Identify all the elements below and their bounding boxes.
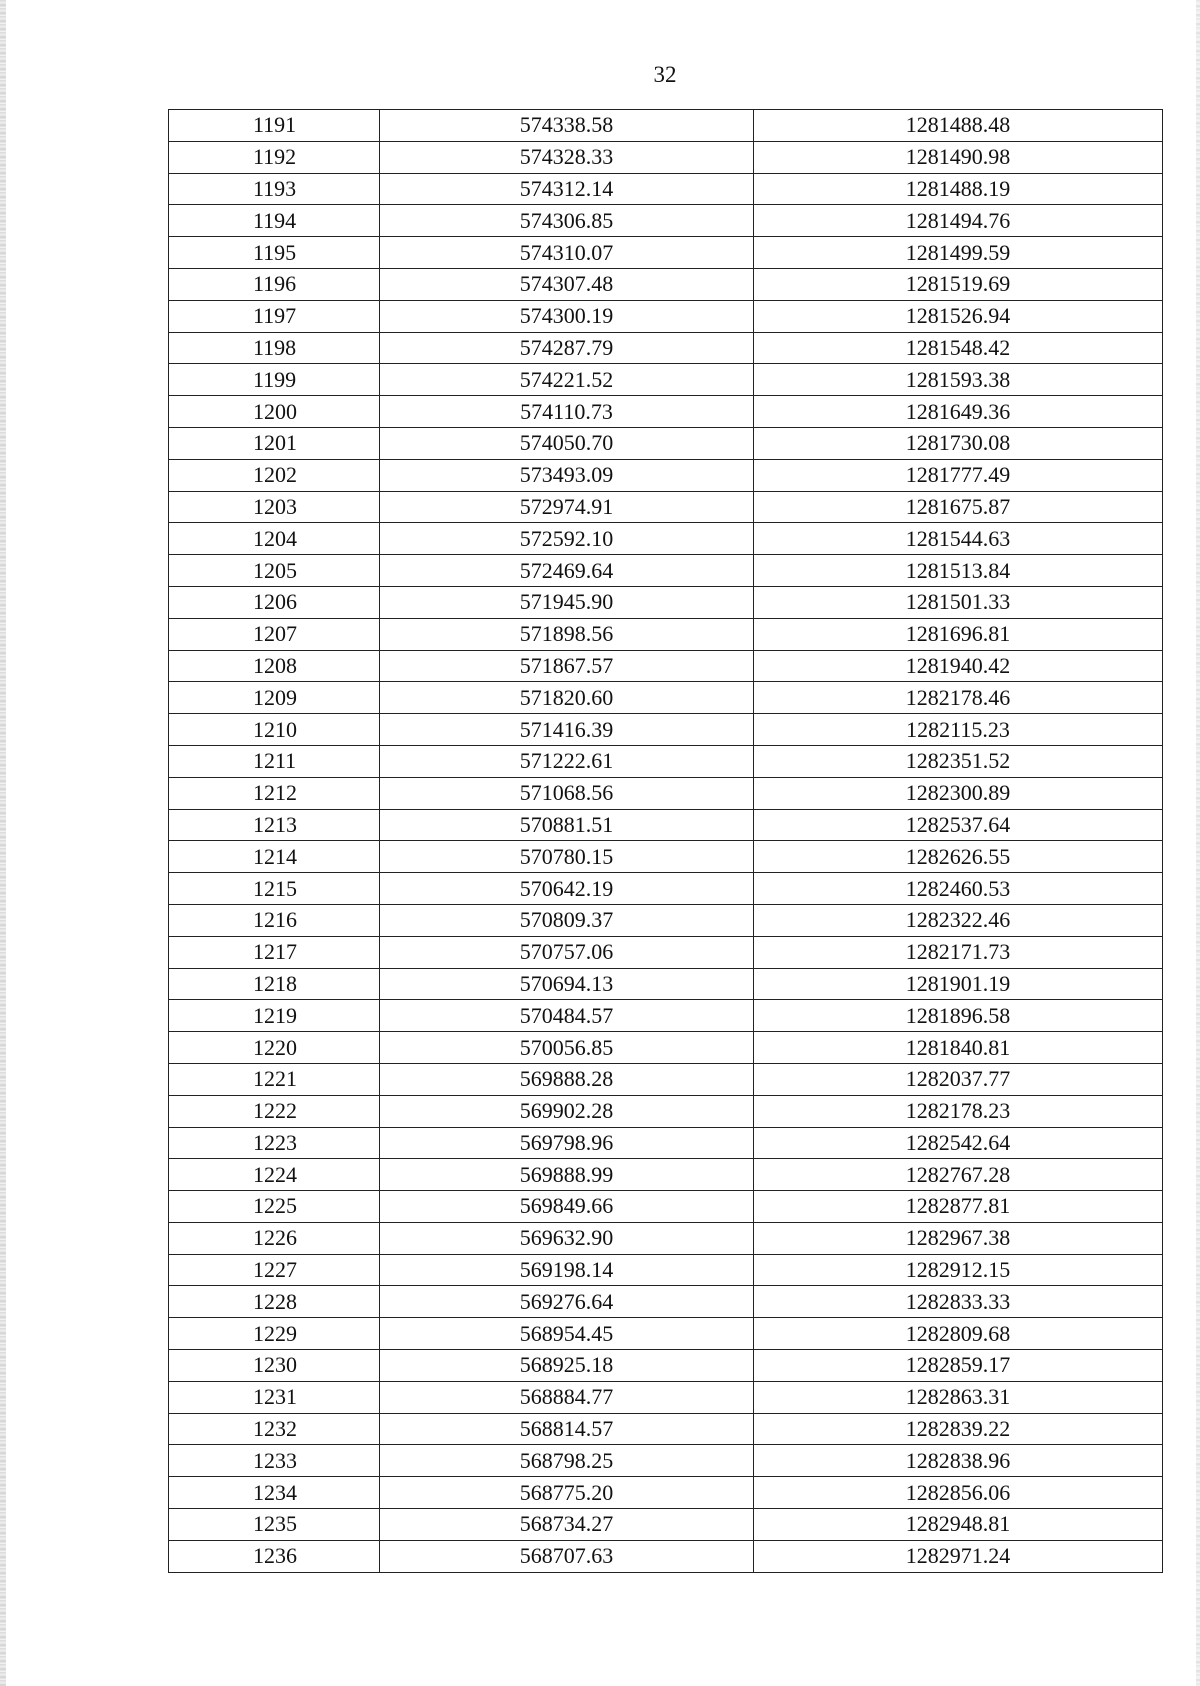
point-number-cell: 1231 — [169, 1381, 380, 1413]
y-coordinate-cell: 1282912.15 — [754, 1254, 1163, 1286]
y-coordinate-cell: 1282967.38 — [754, 1222, 1163, 1254]
point-number-cell: 1213 — [169, 809, 380, 841]
y-coordinate-cell: 1282767.28 — [754, 1159, 1163, 1191]
y-coordinate-cell: 1281519.69 — [754, 268, 1163, 300]
table-row — [169, 968, 1163, 1000]
point-number-cell: 1228 — [169, 1286, 380, 1318]
point-number-cell: 1215 — [169, 873, 380, 905]
x-coordinate-cell: 570484.57 — [380, 1000, 754, 1032]
x-coordinate-cell: 569888.28 — [380, 1063, 754, 1095]
y-coordinate-cell: 1281488.19 — [754, 173, 1163, 205]
x-coordinate-cell: 568925.18 — [380, 1350, 754, 1382]
point-number-cell: 1225 — [169, 1191, 380, 1223]
point-number-cell: 1211 — [169, 745, 380, 777]
x-coordinate-cell: 574221.52 — [380, 364, 754, 396]
y-coordinate-cell: 1281940.42 — [754, 650, 1163, 682]
y-coordinate-cell: 1282542.64 — [754, 1127, 1163, 1159]
scan-edge-left — [0, 0, 6, 1686]
table-row — [169, 1032, 1163, 1064]
y-coordinate-cell: 1281490.98 — [754, 141, 1163, 173]
x-coordinate-cell: 570642.19 — [380, 873, 754, 905]
table-row — [169, 1254, 1163, 1286]
point-number-cell: 1216 — [169, 904, 380, 936]
y-coordinate-cell: 1281499.59 — [754, 237, 1163, 269]
y-coordinate-cell: 1282877.81 — [754, 1191, 1163, 1223]
x-coordinate-cell: 572592.10 — [380, 523, 754, 555]
point-number-cell: 1208 — [169, 650, 380, 682]
point-number-cell: 1203 — [169, 491, 380, 523]
y-coordinate-cell: 1281675.87 — [754, 491, 1163, 523]
point-number-cell: 1195 — [169, 237, 380, 269]
table-row — [169, 1477, 1163, 1509]
table-row — [169, 586, 1163, 618]
point-number-cell: 1193 — [169, 173, 380, 205]
y-coordinate-cell: 1281696.81 — [754, 618, 1163, 650]
x-coordinate-cell: 574300.19 — [380, 300, 754, 332]
x-coordinate-cell: 569632.90 — [380, 1222, 754, 1254]
x-coordinate-cell: 569276.64 — [380, 1286, 754, 1318]
y-coordinate-cell: 1282178.23 — [754, 1095, 1163, 1127]
point-number-cell: 1224 — [169, 1159, 380, 1191]
y-coordinate-cell: 1282178.46 — [754, 682, 1163, 714]
point-number-cell: 1206 — [169, 586, 380, 618]
table-row — [169, 809, 1163, 841]
y-coordinate-cell: 1281730.08 — [754, 427, 1163, 459]
table-row — [169, 427, 1163, 459]
x-coordinate-cell: 572974.91 — [380, 491, 754, 523]
point-number-cell: 1202 — [169, 459, 380, 491]
x-coordinate-cell: 574050.70 — [380, 427, 754, 459]
x-coordinate-cell: 569798.96 — [380, 1127, 754, 1159]
point-number-cell: 1214 — [169, 841, 380, 873]
coordinate-table — [168, 109, 1163, 1573]
y-coordinate-cell: 1282809.68 — [754, 1318, 1163, 1350]
x-coordinate-cell: 569849.66 — [380, 1191, 754, 1223]
table-row — [169, 141, 1163, 173]
x-coordinate-cell: 569198.14 — [380, 1254, 754, 1286]
point-number-cell: 1233 — [169, 1445, 380, 1477]
y-coordinate-cell: 1282037.77 — [754, 1063, 1163, 1095]
table-row — [169, 110, 1163, 142]
y-coordinate-cell: 1282537.64 — [754, 809, 1163, 841]
x-coordinate-cell: 570780.15 — [380, 841, 754, 873]
y-coordinate-cell: 1281494.76 — [754, 205, 1163, 237]
table-row — [169, 1127, 1163, 1159]
point-number-cell: 1229 — [169, 1318, 380, 1350]
y-coordinate-cell: 1282863.31 — [754, 1381, 1163, 1413]
table-row — [169, 1350, 1163, 1382]
point-number-cell: 1230 — [169, 1350, 380, 1382]
x-coordinate-cell: 570809.37 — [380, 904, 754, 936]
y-coordinate-cell: 1282859.17 — [754, 1350, 1163, 1382]
x-coordinate-cell: 573493.09 — [380, 459, 754, 491]
point-number-cell: 1236 — [169, 1540, 380, 1572]
scan-edge-right — [1196, 0, 1200, 1686]
table-row — [169, 1540, 1163, 1572]
x-coordinate-cell: 571820.60 — [380, 682, 754, 714]
x-coordinate-cell: 570757.06 — [380, 936, 754, 968]
point-number-cell: 1197 — [169, 300, 380, 332]
x-coordinate-cell: 568798.25 — [380, 1445, 754, 1477]
point-number-cell: 1232 — [169, 1413, 380, 1445]
point-number-cell: 1227 — [169, 1254, 380, 1286]
point-number-cell: 1192 — [169, 141, 380, 173]
point-number-cell: 1204 — [169, 523, 380, 555]
y-coordinate-cell: 1281649.36 — [754, 396, 1163, 428]
table-row — [169, 555, 1163, 587]
point-number-cell: 1217 — [169, 936, 380, 968]
point-number-cell: 1196 — [169, 268, 380, 300]
x-coordinate-cell: 568775.20 — [380, 1477, 754, 1509]
point-number-cell: 1226 — [169, 1222, 380, 1254]
point-number-cell: 1221 — [169, 1063, 380, 1095]
table-row — [169, 682, 1163, 714]
y-coordinate-cell: 1282839.22 — [754, 1413, 1163, 1445]
table-row — [169, 1095, 1163, 1127]
y-coordinate-cell: 1281896.58 — [754, 1000, 1163, 1032]
point-number-cell: 1210 — [169, 714, 380, 746]
coordinate-table-body — [169, 110, 1163, 1573]
table-row — [169, 268, 1163, 300]
table-row — [169, 1222, 1163, 1254]
y-coordinate-cell: 1281513.84 — [754, 555, 1163, 587]
x-coordinate-cell: 574328.33 — [380, 141, 754, 173]
page-number: 32 — [653, 62, 677, 87]
table-row — [169, 1509, 1163, 1541]
table-row — [169, 1063, 1163, 1095]
table-row — [169, 936, 1163, 968]
point-number-cell: 1218 — [169, 968, 380, 1000]
x-coordinate-cell: 568884.77 — [380, 1381, 754, 1413]
x-coordinate-cell: 571898.56 — [380, 618, 754, 650]
table-row — [169, 618, 1163, 650]
y-coordinate-cell: 1282322.46 — [754, 904, 1163, 936]
point-number-cell: 1191 — [169, 110, 380, 142]
table-row — [169, 1191, 1163, 1223]
y-coordinate-cell: 1282856.06 — [754, 1477, 1163, 1509]
point-number-cell: 1198 — [169, 332, 380, 364]
point-number-cell: 1219 — [169, 1000, 380, 1032]
y-coordinate-cell: 1281777.49 — [754, 459, 1163, 491]
y-coordinate-cell: 1281548.42 — [754, 332, 1163, 364]
table-row — [169, 904, 1163, 936]
x-coordinate-cell: 574312.14 — [380, 173, 754, 205]
point-number-cell: 1199 — [169, 364, 380, 396]
table-row — [169, 205, 1163, 237]
table-row — [169, 777, 1163, 809]
x-coordinate-cell: 569902.28 — [380, 1095, 754, 1127]
point-number-cell: 1222 — [169, 1095, 380, 1127]
point-number-cell: 1194 — [169, 205, 380, 237]
x-coordinate-cell: 571416.39 — [380, 714, 754, 746]
point-number-cell: 1209 — [169, 682, 380, 714]
table-row — [169, 1445, 1163, 1477]
point-number-cell: 1235 — [169, 1509, 380, 1541]
x-coordinate-cell: 571222.61 — [380, 745, 754, 777]
x-coordinate-cell: 574338.58 — [380, 110, 754, 142]
x-coordinate-cell: 570881.51 — [380, 809, 754, 841]
table-row — [169, 1286, 1163, 1318]
y-coordinate-cell: 1282626.55 — [754, 841, 1163, 873]
y-coordinate-cell: 1282351.52 — [754, 745, 1163, 777]
x-coordinate-cell: 571867.57 — [380, 650, 754, 682]
table-row — [169, 1000, 1163, 1032]
y-coordinate-cell: 1281544.63 — [754, 523, 1163, 555]
table-row — [169, 1381, 1163, 1413]
x-coordinate-cell: 568814.57 — [380, 1413, 754, 1445]
y-coordinate-cell: 1281901.19 — [754, 968, 1163, 1000]
table-row — [169, 237, 1163, 269]
table-row — [169, 745, 1163, 777]
point-number-cell: 1220 — [169, 1032, 380, 1064]
y-coordinate-cell: 1282171.73 — [754, 936, 1163, 968]
x-coordinate-cell: 570056.85 — [380, 1032, 754, 1064]
table-row — [169, 1318, 1163, 1350]
table-row — [169, 459, 1163, 491]
x-coordinate-cell: 571945.90 — [380, 586, 754, 618]
y-coordinate-cell: 1282833.33 — [754, 1286, 1163, 1318]
table-row — [169, 873, 1163, 905]
x-coordinate-cell: 572469.64 — [380, 555, 754, 587]
y-coordinate-cell: 1282460.53 — [754, 873, 1163, 905]
table-row — [169, 523, 1163, 555]
y-coordinate-cell: 1281840.81 — [754, 1032, 1163, 1064]
table-row — [169, 650, 1163, 682]
table-row — [169, 1413, 1163, 1445]
x-coordinate-cell: 571068.56 — [380, 777, 754, 809]
table-row — [169, 1159, 1163, 1191]
y-coordinate-cell: 1282115.23 — [754, 714, 1163, 746]
table-row — [169, 173, 1163, 205]
table-row — [169, 491, 1163, 523]
x-coordinate-cell: 568707.63 — [380, 1540, 754, 1572]
x-coordinate-cell: 569888.99 — [380, 1159, 754, 1191]
point-number-cell: 1212 — [169, 777, 380, 809]
table-row — [169, 332, 1163, 364]
point-number-cell: 1200 — [169, 396, 380, 428]
x-coordinate-cell: 570694.13 — [380, 968, 754, 1000]
table-row — [169, 714, 1163, 746]
table-row — [169, 841, 1163, 873]
x-coordinate-cell: 574287.79 — [380, 332, 754, 364]
x-coordinate-cell: 568954.45 — [380, 1318, 754, 1350]
point-number-cell: 1223 — [169, 1127, 380, 1159]
point-number-cell: 1201 — [169, 427, 380, 459]
x-coordinate-cell: 574310.07 — [380, 237, 754, 269]
x-coordinate-cell: 574307.48 — [380, 268, 754, 300]
y-coordinate-cell: 1282948.81 — [754, 1509, 1163, 1541]
y-coordinate-cell: 1281501.33 — [754, 586, 1163, 618]
point-number-cell: 1207 — [169, 618, 380, 650]
table-row — [169, 300, 1163, 332]
table-row — [169, 396, 1163, 428]
y-coordinate-cell: 1282971.24 — [754, 1540, 1163, 1572]
y-coordinate-cell: 1282838.96 — [754, 1445, 1163, 1477]
point-number-cell: 1205 — [169, 555, 380, 587]
x-coordinate-cell: 574306.85 — [380, 205, 754, 237]
y-coordinate-cell: 1281526.94 — [754, 300, 1163, 332]
table-row — [169, 364, 1163, 396]
y-coordinate-cell: 1282300.89 — [754, 777, 1163, 809]
y-coordinate-cell: 1281488.48 — [754, 110, 1163, 142]
y-coordinate-cell: 1281593.38 — [754, 364, 1163, 396]
x-coordinate-cell: 568734.27 — [380, 1509, 754, 1541]
point-number-cell: 1234 — [169, 1477, 380, 1509]
x-coordinate-cell: 574110.73 — [380, 396, 754, 428]
